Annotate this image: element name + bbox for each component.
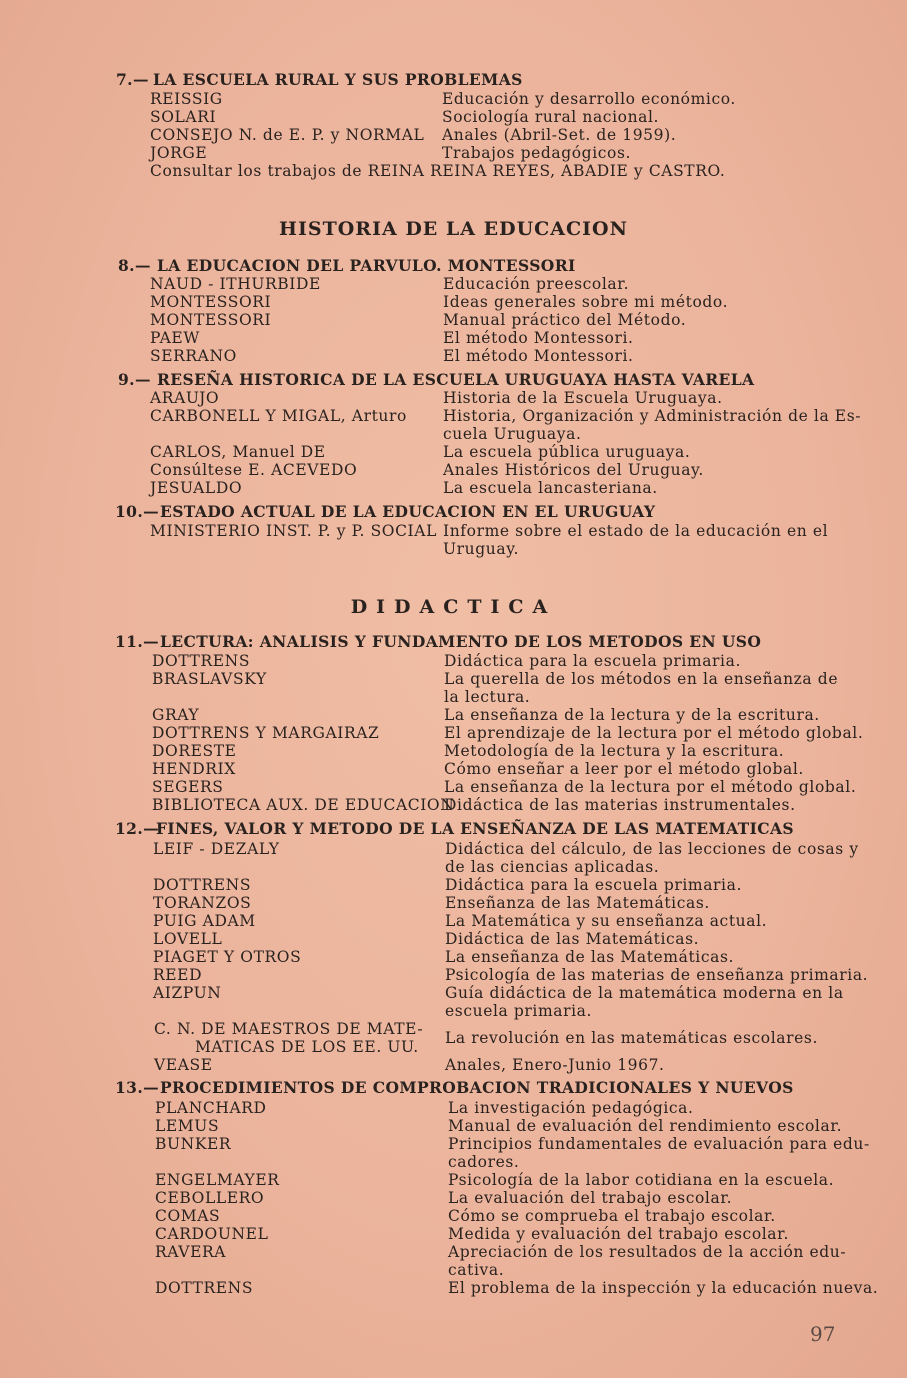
- reference-author: BIBLIOTECA AUX. DE EDUCACION: [152, 796, 455, 814]
- section-title: LA EDUCACION DEL PARVULO. MONTESSORI: [157, 256, 576, 275]
- reference-author: AIZPUN: [153, 984, 222, 1002]
- reference-title: Didáctica de las materias instrumentales.: [444, 796, 796, 814]
- section-heading: [0, 371, 907, 389]
- reference-row: [0, 347, 907, 365]
- reference-author-continued: MATICAS DE LOS EE. UU.: [195, 1038, 419, 1056]
- section-heading: [0, 1079, 907, 1097]
- section-number: 13.—: [115, 1078, 160, 1097]
- reference-title: La escuela lancasteriana.: [443, 479, 658, 497]
- reference-author: MINISTERIO INST. P. y P. SOCIAL: [150, 522, 437, 540]
- section-heading: [0, 633, 907, 651]
- reference-author: TORANZOS: [153, 894, 252, 912]
- reference-title: Educación preescolar.: [443, 275, 630, 293]
- reference-row: [0, 912, 907, 930]
- reference-row-continued: [0, 425, 907, 443]
- section-title: RESEÑA HISTORICA DE LA ESCUELA URUGUAYA HASTA VARELA: [157, 370, 755, 389]
- reference-row: [0, 389, 907, 407]
- reference-title: Principios fundamentales de evaluación para edu-: [448, 1135, 870, 1153]
- reference-title: La Matemática y su enseñanza actual.: [445, 912, 768, 930]
- reference-author: PIAGET Y OTROS: [153, 948, 302, 966]
- reference-author: BRASLAVSKY: [152, 670, 267, 688]
- section-title: LECTURA: ANALISIS Y FUNDAMENTO DE LOS METODOS EN USO: [160, 632, 762, 651]
- reference-author: PUIG ADAM: [153, 912, 256, 930]
- reference-row: [0, 407, 907, 425]
- reference-author: LEMUS: [155, 1117, 220, 1135]
- reference-row: [0, 522, 907, 540]
- reference-title: Ideas generales sobre mi método.: [443, 293, 729, 311]
- reference-row: [0, 706, 907, 724]
- reference-author: DOTTRENS: [153, 876, 252, 894]
- reference-row: [0, 724, 907, 742]
- reference-author: JESUALDO: [150, 479, 243, 497]
- reference-row: [0, 1117, 907, 1135]
- reference-title: La revolución en las matemáticas escolares.: [445, 1029, 818, 1047]
- reference-author: REISSIG: [150, 90, 223, 108]
- reference-row-continued: [0, 1261, 907, 1279]
- section-number: 10.—: [115, 502, 160, 521]
- reference-row: [0, 461, 907, 479]
- reference-author: DORESTE: [152, 742, 237, 760]
- reference-author: REED: [153, 966, 203, 984]
- reference-title: El método Montessori.: [443, 347, 634, 365]
- reference-title: Medida y evaluación del trabajo escolar.: [448, 1225, 789, 1243]
- reference-author: LEIF - DEZALY: [153, 840, 280, 858]
- reference-title: Anales (Abril-Set. de 1959).: [442, 126, 677, 144]
- reference-row: [0, 778, 907, 796]
- reference-row: [0, 670, 907, 688]
- reference-row-continued: [0, 1002, 907, 1020]
- reference-author: NAUD - ITHURBIDE: [150, 275, 321, 293]
- reference-title: La enseñanza de las Matemáticas.: [445, 948, 735, 966]
- reference-row-continued: [0, 858, 907, 876]
- reference-row: [0, 894, 907, 912]
- reference-title: La enseñanza de la lectura por el método global.: [444, 778, 857, 796]
- reference-row: [0, 652, 907, 670]
- section-title: PROCEDIMIENTOS DE COMPROBACION TRADICIONALES Y NUEVOS: [160, 1078, 794, 1097]
- reference-row: [0, 1243, 907, 1261]
- section-title: LA ESCUELA RURAL Y SUS PROBLEMAS: [153, 70, 523, 89]
- reference-author: VEASE: [154, 1056, 213, 1074]
- reference-title: La querella de los métodos en la enseñanza de: [444, 670, 839, 688]
- reference-row: [0, 329, 907, 347]
- reference-author: SERRANO: [150, 347, 237, 365]
- reference-row: [0, 275, 907, 293]
- reference-title-continued: Uruguay.: [443, 540, 520, 558]
- reference-author: DOTTRENS: [152, 652, 251, 670]
- reference-author: MONTESSORI: [150, 311, 272, 329]
- section-number: 7.—: [116, 70, 149, 89]
- reference-row: [0, 1279, 907, 1297]
- reference-title: Didáctica para la escuela primaria.: [445, 876, 742, 894]
- reference-title-continued: cadores.: [448, 1153, 520, 1171]
- reference-row: [0, 1171, 907, 1189]
- section-heading: [0, 820, 907, 838]
- reference-title: La evaluación del trabajo escolar.: [448, 1189, 733, 1207]
- reference-row: [0, 796, 907, 814]
- page-number: 97: [810, 1322, 836, 1346]
- reference-title: Psicología de las materias de enseñanza primaria.: [445, 966, 869, 984]
- reference-title: Manual de evaluación del rendimiento escolar.: [448, 1117, 843, 1135]
- section-heading: [0, 503, 907, 521]
- part-title-historia: HISTORIA DE LA EDUCACION: [279, 218, 628, 240]
- reference-author: COMAS: [155, 1207, 221, 1225]
- reference-title: Informe sobre el estado de la educación en el: [443, 522, 829, 540]
- reference-row-continued: [0, 688, 907, 706]
- reference-title: Guía didáctica de la matemática moderna en la: [445, 984, 844, 1002]
- reference-row: [0, 1099, 907, 1117]
- reference-row: [0, 966, 907, 984]
- reference-title: La investigación pedagógica.: [448, 1099, 694, 1117]
- reference-title: Apreciación de los resultados de la acción edu-: [448, 1243, 847, 1261]
- reference-title: Historia de la Escuela Uruguaya.: [443, 389, 723, 407]
- reference-row: [0, 742, 907, 760]
- reference-title: Manual práctico del Método.: [443, 311, 687, 329]
- section-title: ESTADO ACTUAL DE LA EDUCACION EN EL URUGUAY: [160, 502, 656, 521]
- section-number: 9.—: [118, 370, 151, 389]
- reference-row-continued: [0, 1153, 907, 1171]
- reference-row: [0, 1225, 907, 1243]
- reference-title: Anales Históricos del Uruguay.: [443, 461, 704, 479]
- reference-row: [0, 293, 907, 311]
- reference-author: SOLARI: [150, 108, 217, 126]
- reference-title: Metodología de la lectura y la escritura.: [444, 742, 785, 760]
- reference-row: [0, 840, 907, 858]
- reference-row: [0, 108, 907, 126]
- reference-title: El problema de la inspección y la educación nueva.: [448, 1279, 879, 1297]
- section-title: FINES, VALOR Y METODO DE LA ENSEÑANZA DE LAS MATEMATICAS: [156, 819, 794, 838]
- reference-author: SEGERS: [152, 778, 224, 796]
- reference-title-continued: de las ciencias aplicadas.: [445, 858, 660, 876]
- reference-author: HENDRIX: [152, 760, 236, 778]
- consult-note: Consultar los trabajos de REINA REINA REYES, ABADIE y CASTRO.: [150, 162, 726, 180]
- reference-row: [0, 126, 907, 144]
- part-title-didactica: DIDACTICA: [350, 596, 557, 618]
- reference-title: La enseñanza de la lectura y de la escritura.: [444, 706, 820, 724]
- reference-author: PLANCHARD: [155, 1099, 267, 1117]
- reference-title: Sociología rural nacional.: [442, 108, 660, 126]
- reference-author: ENGELMAYER: [155, 1171, 280, 1189]
- note-row: [0, 162, 907, 180]
- section-number: 12.—: [115, 819, 160, 838]
- reference-row: [0, 1189, 907, 1207]
- reference-author: CEBOLLERO: [155, 1189, 265, 1207]
- reference-row: [0, 311, 907, 329]
- reference-author: MONTESSORI: [150, 293, 272, 311]
- reference-author: CARBONELL Y MIGAL, Arturo: [150, 407, 407, 425]
- reference-row-continued: [0, 1038, 907, 1056]
- reference-title: El método Montessori.: [443, 329, 634, 347]
- reference-author: ARAUJO: [150, 389, 220, 407]
- reference-row: [0, 1135, 907, 1153]
- reference-title: Didáctica para la escuela primaria.: [444, 652, 741, 670]
- reference-author: LOVELL: [153, 930, 223, 948]
- reference-title: Psicología de la labor cotidiana en la escuela.: [448, 1171, 835, 1189]
- reference-title: Didáctica del cálculo, de las lecciones de cosas y: [445, 840, 859, 858]
- reference-row: [0, 144, 907, 162]
- reference-title-continued: la lectura.: [444, 688, 531, 706]
- reference-title: Trabajos pedagógicos.: [442, 144, 632, 162]
- section-heading: [0, 257, 907, 275]
- reference-row: [0, 760, 907, 778]
- reference-author: BUNKER: [155, 1135, 232, 1153]
- reference-title-continued: cuela Uruguaya.: [443, 425, 582, 443]
- reference-title: Cómo enseñar a leer por el método global.: [444, 760, 804, 778]
- reference-row: [0, 876, 907, 894]
- section-number: 11.—: [115, 632, 160, 651]
- reference-title-continued: escuela primaria.: [445, 1002, 593, 1020]
- reference-author: Consúltese E. ACEVEDO: [150, 461, 358, 479]
- reference-author: GRAY: [152, 706, 200, 724]
- reference-row: [0, 948, 907, 966]
- section-number: 8.—: [118, 256, 151, 275]
- reference-title: Cómo se comprueba el trabajo escolar.: [448, 1207, 776, 1225]
- reference-author: DOTTRENS Y MARGAIRAZ: [152, 724, 380, 742]
- reference-row: [0, 90, 907, 108]
- reference-row-continued: [0, 540, 907, 558]
- reference-title: Anales, Enero-Junio 1967.: [445, 1056, 665, 1074]
- reference-title-continued: cativa.: [448, 1261, 505, 1279]
- reference-author: CONSEJO N. de E. P. y NORMAL: [150, 126, 425, 144]
- reference-row: [0, 930, 907, 948]
- reference-title: La escuela pública uruguaya.: [443, 443, 691, 461]
- reference-row: [0, 1207, 907, 1225]
- reference-author: C. N. DE MAESTROS DE MATE-: [154, 1020, 424, 1038]
- reference-row: [0, 984, 907, 1002]
- reference-row: [0, 479, 907, 497]
- reference-title: El aprendizaje de la lectura por el método global.: [444, 724, 864, 742]
- reference-author: CARDOUNEL: [155, 1225, 269, 1243]
- reference-title: Historia, Organización y Administración de la Es-: [443, 407, 862, 425]
- section-heading: [0, 71, 907, 89]
- reference-row: [0, 1056, 907, 1074]
- reference-author: CARLOS, Manuel DE: [150, 443, 326, 461]
- reference-author: JORGE: [150, 144, 208, 162]
- reference-title: Enseñanza de las Matemáticas.: [445, 894, 710, 912]
- reference-title: Didáctica de las Matemáticas.: [445, 930, 700, 948]
- reference-row: [0, 443, 907, 461]
- reference-author: DOTTRENS: [155, 1279, 254, 1297]
- reference-author: PAEW: [150, 329, 200, 347]
- reference-title: Educación y desarrollo económico.: [442, 90, 736, 108]
- reference-author: RAVERA: [155, 1243, 227, 1261]
